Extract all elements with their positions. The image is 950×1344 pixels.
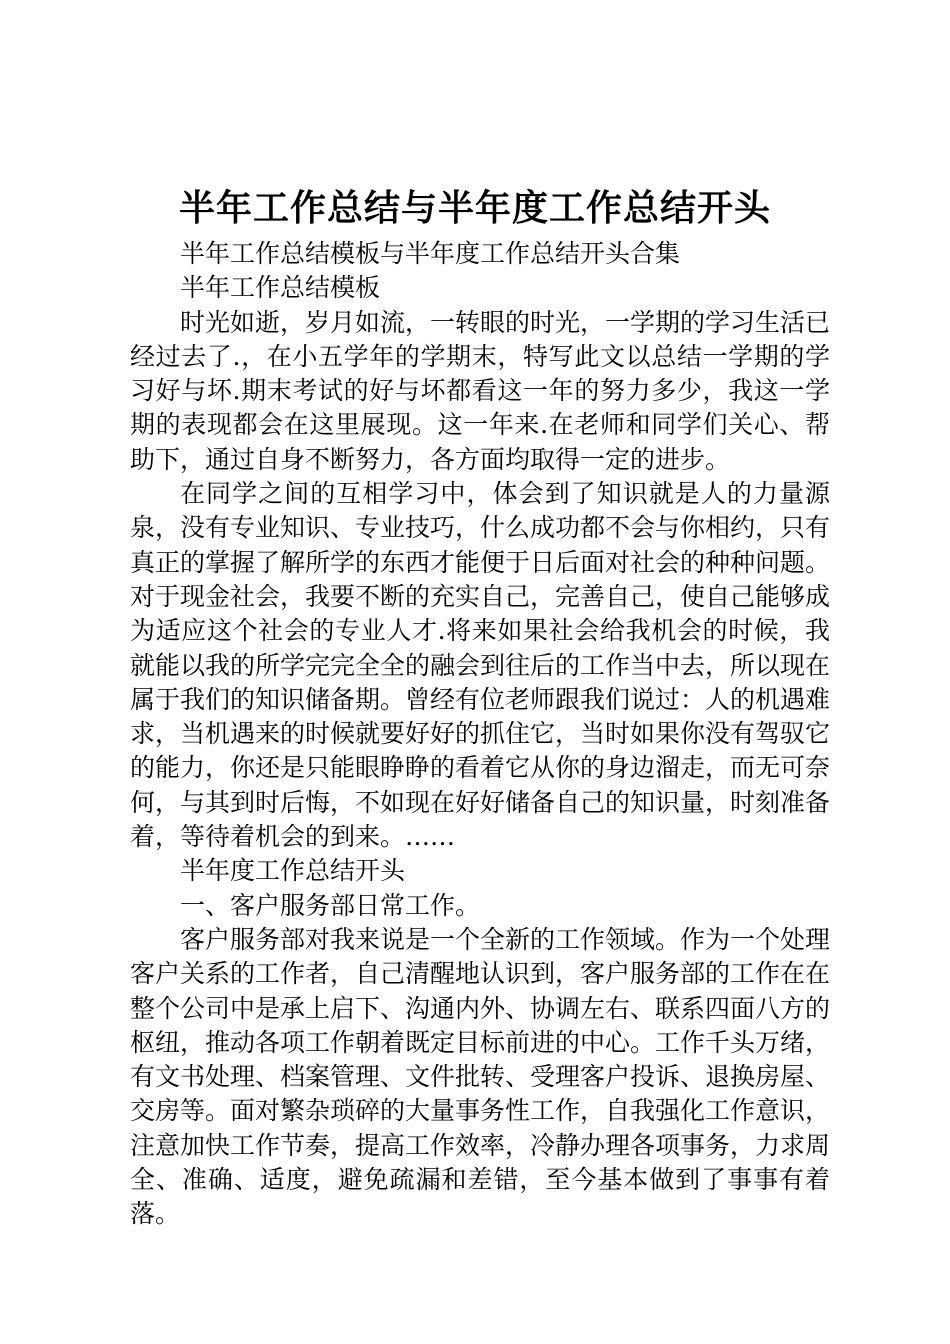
- subtitle-paragraph: 半年工作总结模板与半年度工作总结开头合集: [180, 239, 681, 268]
- body-paragraph: 时光如逝，岁月如流，一转眼的时光，一学期的学习生活已经过去了.，在小五学年的学期末，特写此文以总结一学期的学习好与坏.期末考试的好与坏都看这一年的努力多少，我这一学期的表现都会在这里展现。这一年来.在老师和同学们关心、帮助下，通过自身不断努力，各方面均取得一定的进步。: [130, 307, 831, 474]
- document-body: [130, 237, 830, 1232]
- subsection-heading: 一、客户服务部日常工作。: [180, 890, 481, 920]
- section-heading-opening: 半年度工作总结开头: [180, 856, 406, 886]
- body-paragraph: 在同学之间的互相学习中，体会到了知识就是人的力量源泉，没有专业知识、专业技巧，什么成功都不会与你相约，只有真正的掌握了解所学的东西才能便于日后面对社会的种种问题。对于现金社会，我要不断的充实自己，完善自己，使自己能够成为适应这个社会的专业人才.将来如果社会给我机会的时候，我就能以我的所学完完全全的融会到往后的工作当中去，所以现在属于我们的知识储备期。曾经有位老师跟我们说过：人的机遇难求，当机遇来的时候就要好好的抓住它，当时如果你没有驾驭它的能力，你还是只能眼睁睁的看着它从你的身边溜走，而无可奈何，与其到时后悔，不如现在好好储备自己的知识量，时刻准备着，等待着机会的到来。……: [130, 479, 831, 852]
- section-heading-template: 半年工作总结模板: [180, 273, 381, 303]
- document-title: 半年工作总结与半年度工作总结开头: [178, 187, 771, 229]
- body-paragraph: 客户服务部对我来说是一个全新的工作领域。作为一个处理客户关系的工作者，自己清醒地认识到，客户服务部的工作在在整个公司中是承上启下、沟通内外、协调左右、联系四面八方的枢纽，推动各项工作朝着既定目标前进的中心。工作千头万绪，有文书处理、档案管理、文件批转、受理客户投诉、退换房屋、交房等。面对繁杂琐碎的大量事务性工作，自我强化工作意识，注意加快工作节奏，提高工作效率，冷静办理各项事务，力求周全、准确、适度，避免疏漏和差错，至今基本做到了事事有着落。: [130, 924, 831, 1229]
